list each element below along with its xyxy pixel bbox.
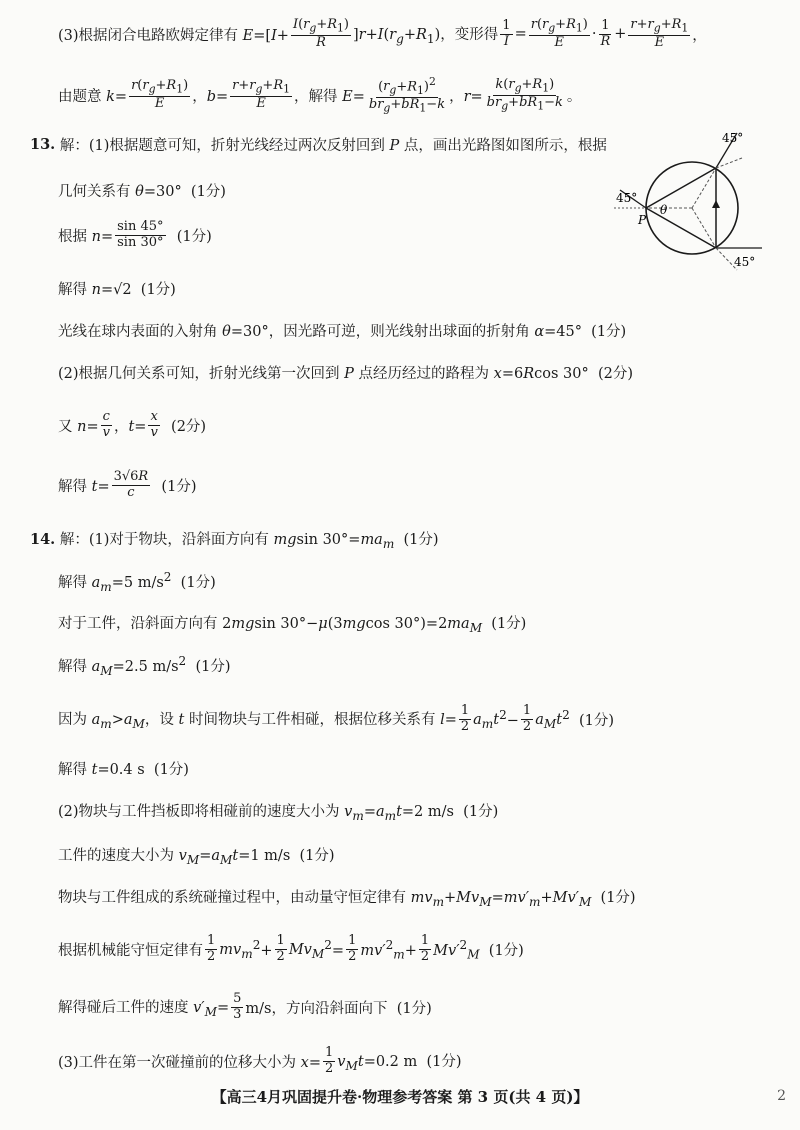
page-footer: 【高三4月巩固提升卷·物理参考答案 第 3 页(共 4 页)】 [211, 1088, 589, 1106]
angle-left-label: 45° [616, 191, 638, 205]
line-3-formula: (3)根据闭合电路欧姆定律有 E=[I+ $\frac{I(r_g+R_1)}{R}$ ]$r+I(r_g+R_1)$，变形得 $\frac{1}{I}$ = $\frac{r(r_g+R_1)}{E}$ · $\frac{1}{R}$ + $\frac{r+r_g+R_1}{E}$ ， [58, 17, 707, 51]
line-k-b: 由题意 k= $\frac{r(r_g+R_1)}{E}$ ，b= $\frac{r+r_g+R_1}{E}$ ，解得 E= $\frac{(r_g+R_1)^2}{br_g+bR_1-k}$ ，r= $\frac{k(r_g+R_1)}{br_g+bR_1-k}$ 。 [58, 75, 582, 115]
q14-energy: 根据机械能守恒定律有 $\frac{1}{2}$ $mv_m^2+$ $\frac{1}{2}$ $Mv_M^2=$ $\frac{1}{2}$ $mv'^2_m+$ $\frac{1}{2}$ $Mv'^2_M$ (1分) [58, 933, 524, 964]
q14-t: 解得 t=0.4 s (1分) [58, 762, 189, 778]
q14-intro: 14. 解：(1)对于物块，沿斜面方向有 mgsin $30^\circ=ma_m$ (1分) [30, 530, 439, 551]
angle-top-label: 45° [722, 131, 744, 145]
q14-workpiece: 对于工件，沿斜面方向有 2mgsin 30°−μ(3mgcos $30^\circ)=2ma_M$ (1分) [58, 616, 527, 635]
q13-v: 又 n= $\frac{c}{v}$ ，t= $\frac{x}{v}$ (2分) [58, 409, 207, 440]
theta-label: θ [660, 203, 668, 217]
fraction: $\frac{I(r_g+R_1)}{R}$ [292, 17, 349, 51]
q14-momentum: 物块与工件组成的系统碰撞过程中，由动量守恒定律有 $mv_m+Mv_M=mv'_m+Mv'_M$ (1分) [58, 890, 636, 909]
q13-alpha: 光线在球内表面的入射角 θ=30°，因光路可逆，则光线射出球面的折射角 α=45° (1分) [58, 324, 627, 340]
q14-aM: 解得 $a_M=2.5$ $m/s^2$ (1分) [58, 654, 231, 678]
q14-displacement: 因为 $a_m>a_M$，设 t 时间物块与工件相碰，根据位移关系有 l= $\frac{1}{2}$ $a_mt^2-$ $\frac{1}{2}$ $a_Mt^2$ (1分) [58, 703, 615, 734]
angle-bottom-label: 45° [734, 255, 756, 269]
q14-vm: (2)物块与工件挡板即将相碰前的速度大小为 $v_m=a_mt=2$ m/s (1分) [58, 804, 499, 823]
line-3-text: (3)根据闭合电路欧姆定律有 E=[I+ [58, 27, 289, 44]
q13-n-result: 解得 n=√2 (1分) [58, 282, 176, 298]
q14-result: 解得碰后工件的速度 $v'_M=$ $\frac{5}{3}$ m/s，方向沿斜面向下 (1分) [58, 991, 432, 1022]
q13-t: 解得 t= $\frac{3√6R}{c}$ (1分) [58, 469, 197, 500]
q13-intro: 13. 解：(1)根据题意可知，折射光线经过两次反射回到 P 点，画出光路图如图所示，根据 [30, 136, 607, 154]
q13-n: 根据 n= $\frac{\sin 45^\circ}{\sin 30^\circ}$ (1分) [58, 219, 212, 250]
q14-part3: (3)工件在第一次碰撞前的位移大小为 x= $\frac{1}{2}$ $v_Mt=0.2$ m (1分) [58, 1045, 462, 1076]
q13-theta: 几何关系有 θ=30° (1分) [58, 184, 226, 200]
q14-am: 解得 $a_m=5$ $m/s^2$ (1分) [58, 570, 216, 594]
point-p-label: P [638, 213, 647, 227]
q14-vM: 工件的速度大小为 $v_M=a_Mt=1$ m/s (1分) [58, 848, 335, 867]
light-path-diagram [612, 128, 772, 278]
page-mark: 2 [777, 1088, 786, 1104]
q13-path: (2)根据几何关系可知，折射光线第一次回到 P 点经历经过的路程为 x=6Rcos 30° (2分) [58, 366, 633, 382]
